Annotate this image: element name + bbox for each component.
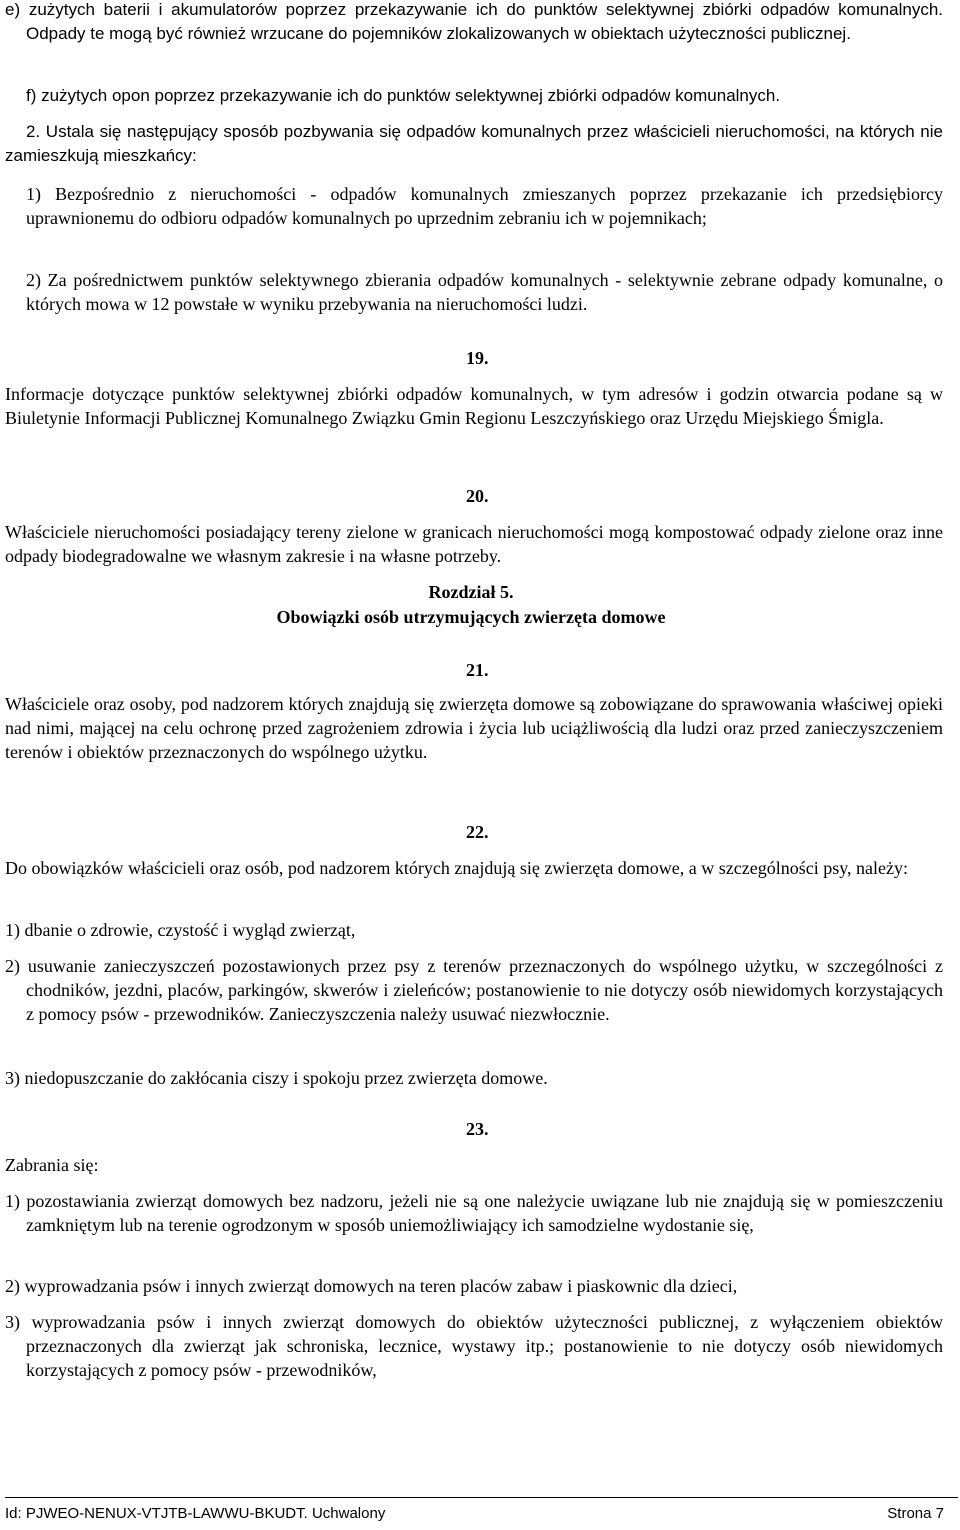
footer-page-number: Strona 7 <box>887 1505 944 1522</box>
paragraph-23-2: 2) wyprowadzania psów i innych zwierząt domowych na teren placów zabaw i piaskownic dla dzieci, <box>5 1276 738 1296</box>
section-22-heading: 22. <box>466 822 489 842</box>
chapter-title: Obowiązki osób utrzymujących zwierzęta domowe <box>276 607 666 627</box>
paragraph-22-1: 1) dbanie o zdrowie, czystość i wygląd zwierząt, <box>5 920 356 940</box>
paragraph-22-3: 3) niedopuszczanie do zakłócania ciszy i spokoju przez zwierzęta domowe. <box>5 1068 548 1088</box>
footer-document-id: Id: PJWEO-NENUX-VTJTB-LAWWU-BKUDT. Uchwalony <box>5 1505 386 1522</box>
paragraph-23: Zabrania się: <box>5 1155 99 1175</box>
paragraph-2-1: 1) Bezpośrednio z nieruchomości - odpadów komunalnych zmieszanych poprzez przekazanie ich przedsiębiorcy uprawnionemu do odbioru odpadów komunalnych po uprzednim zebraniu ich w pojemnikach; <box>26 184 943 228</box>
paragraph-f: f) zużytych opon poprzez przekazywanie ich do punktów selektywnej zbiórki odpadów komunalnych. <box>26 86 781 105</box>
paragraph-22-2: 2) usuwanie zanieczyszczeń pozostawionych przez psy z terenów przeznaczonych do wspólnego użytku, w szczególności z chodników, jezdni, placów, parkingów, skwerów i zieleńców; postanowienie to nie dotyczy osób niewidomych korzystających z pomocy psów - przewodników. Zanieczyszczenia należy usuwać niezwłocznie. <box>5 956 943 1024</box>
paragraph-20: Właściciele nieruchomości posiadający tereny zielone w granicach nieruchomości mogą kompostować odpady zielone oraz inne odpady biodegradowalne we własnym zakresie i na własne potrzeby. <box>5 522 943 566</box>
section-20-heading: 20. <box>466 486 489 506</box>
paragraph-e: e) zużytych baterii i akumulatorów poprzez przekazywanie ich do punktów selektywnej zbiórki odpadów komunalnych. Odpady te mogą być również wrzucane do pojemników zlokalizowanych w obiektach użyteczności publicznej. <box>5 0 943 43</box>
section-23-heading: 23. <box>466 1119 489 1139</box>
paragraph-21: Właściciele oraz osoby, pod nadzorem których znajdują się zwierzęta domowe są zobowiązane do sprawowania właściwej opieki nad nimi, mającej na celu ochronę przed zagrożeniem zdrowia i życia lub uciążliwością dla ludzi oraz przed zanieczyszczeniem terenów i obiektów przeznaczonych do wspólnego użytku. <box>5 694 943 762</box>
paragraph-2-2: 2) Za pośrednictwem punktów selektywnego zbierania odpadów komunalnych - selektywnie zebrane odpady komunalne, o których mowa w 12 powstałe w wyniku przebywania na nieruchomości ludzi. <box>26 270 943 314</box>
paragraph-22: Do obowiązków właścicieli oraz osób, pod nadzorem których znajdują się zwierzęta domowe, a w szczególności psy, należy: <box>5 858 909 878</box>
chapter-number: Rozdział 5. <box>428 582 514 602</box>
paragraph-23-3: 3) wyprowadzania psów i innych zwierząt domowych do obiektów użyteczności publicznej, z wyłączeniem obiektów przeznaczonych dla zwierząt jak schroniska, lecznice, wystawy itp.; postanowienie to nie dotyczy osób niewidomych korzystających z pomocy psów - przewodników, <box>5 1312 943 1380</box>
section-21-heading: 21. <box>466 660 489 680</box>
paragraph-19: Informacje dotyczące punktów selektywnej zbiórki odpadów komunalnych, w tym adresów i godzin otwarcia podane są w Biuletynie Informacji Publicznej Komunalnego Związku Gmin Regionu Leszczyńskiego oraz Urzędu Miejskiego Śmigla. <box>5 384 943 428</box>
paragraph-2: 2. Ustala się następujący sposób pozbywania się odpadów komunalnych przez właścicieli nieruchomości, na których nie zamieszkują mieszkańcy: <box>5 122 943 165</box>
paragraph-23-1: 1) pozostawiania zwierząt domowych bez nadzoru, jeżeli nie są one należycie uwiązane lub nie znajdują się w pomieszczeniu zamkniętym lub na terenie ogrodzonym w sposób uniemożliwiający ich samodzielne wydostanie się, <box>5 1191 943 1235</box>
footer-divider <box>5 1497 958 1498</box>
section-19-heading: 19. <box>466 348 489 368</box>
